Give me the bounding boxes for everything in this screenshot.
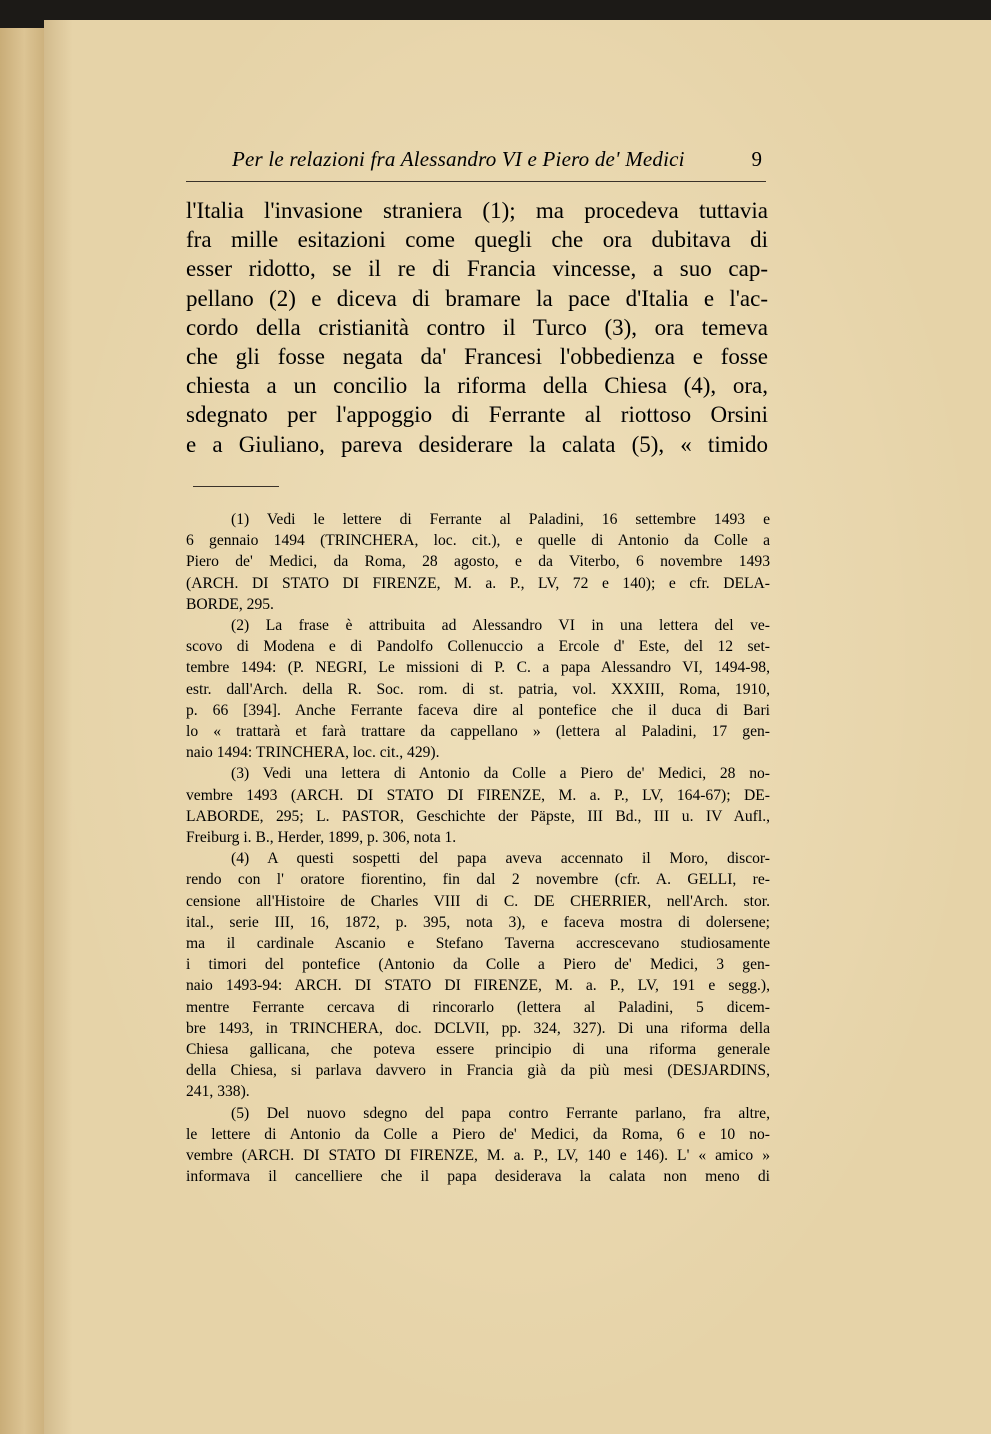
footnote-4 bbox=[186, 848, 770, 1102]
footnotes bbox=[186, 509, 770, 1188]
body-line: pellano (2) e diceva di bramare la pace d'Italia e l'ac- bbox=[186, 285, 768, 311]
footnote-line: Chiesa gallicana, che poteva essere principio di una riforma generale bbox=[186, 1041, 770, 1059]
body-line: cordo della cristianità contro il Turco (3), ora temeva bbox=[186, 314, 768, 340]
footnote-line: (2) La frase è attribuita ad Alessandro VI in una lettera del ve- bbox=[231, 617, 770, 635]
running-title: Per le relazioni fra Alessandro VI e Piero de' Medici bbox=[232, 147, 685, 171]
running-head bbox=[186, 147, 766, 182]
footnote-line: 241, 338). bbox=[186, 1083, 250, 1101]
body-line: che gli fosse negata da' Francesi l'obbedienza e fosse bbox=[186, 344, 768, 370]
footnote-line: naio 1494: TRINCHERA, loc. cit., 429). bbox=[186, 744, 440, 762]
footnote-5 bbox=[186, 1103, 770, 1188]
footnote-line: LABORDE, 295; L. PASTOR, Geschichte der Päpste, III Bd., III u. IV Aufl., bbox=[186, 807, 770, 825]
footnote-line: BORDE, 295. bbox=[186, 595, 274, 613]
footnote-separator bbox=[193, 486, 279, 487]
footnote-line: (ARCH. DI STATO DI FIRENZE, M. a. P., LV, 72 e 140); e cfr. DELA- bbox=[186, 574, 770, 592]
footnote-line: (1) Vedi le lettere di Ferrante al Paladini, 16 settembre 1493 e bbox=[231, 511, 770, 528]
body-line: chiesta a un concilio la riforma della Chiesa (4), ora, bbox=[186, 373, 768, 399]
page-number: 9 bbox=[751, 147, 762, 171]
body-line: esser ridotto, se il re di Francia vincesse, a suo cap- bbox=[186, 256, 768, 282]
footnote-line: ma il cardinale Ascanio e Stefano Taverna accrescevano studiosamente bbox=[186, 935, 770, 953]
footnote-line: vembre 1493 (ARCH. DI STATO DI FIRENZE, M. a. P., LV, 164-67); DE- bbox=[186, 786, 770, 804]
footnote-line: censione all'Histoire de Charles VIII di C. DE CHERRIER, nell'Arch. stor. bbox=[186, 892, 770, 910]
footnote-line: mentre Ferrante cercava di rincorarlo (lettera al Paladini, 5 dicem- bbox=[186, 998, 770, 1016]
footnote-3 bbox=[186, 763, 770, 848]
footnote-line: (4) A questi sospetti del papa aveva accennato il Moro, discor- bbox=[231, 850, 770, 868]
footnote-line: rendo con l' oratore fiorentino, fin dal 2 novembre (cfr. A. GELLI, re- bbox=[186, 871, 770, 889]
footnote-1 bbox=[186, 509, 770, 615]
footnote-line: (5) Del nuovo sdegno del papa contro Ferrante parlano, fra altre, bbox=[231, 1104, 770, 1122]
footnote-line: naio 1493-94: ARCH. DI STATO DI FIRENZE, M. a. P., LV, 191 e segg.), bbox=[186, 977, 770, 995]
footnote-line: bre 1493, in TRINCHERA, doc. DCLVII, pp. 324, 327). Di una riforma della bbox=[186, 1019, 770, 1037]
footnote-2 bbox=[186, 615, 770, 763]
footnote-line: le lettere di Antonio da Colle a Piero de' Medici, da Roma, 6 e 10 no- bbox=[186, 1125, 770, 1143]
body-line: sdegnato per l'appoggio di Ferrante al riottoso Orsini bbox=[186, 402, 768, 428]
body-text bbox=[186, 196, 768, 459]
footnote-line: informava il cancelliere che il papa desiderava la calata non meno di bbox=[186, 1168, 770, 1186]
adjacent-page-edge bbox=[0, 28, 44, 1434]
footnote-line: tembre 1494: (P. NEGRI, Le missioni di P. C. a papa Alessandro VI, 1494-98, bbox=[186, 659, 770, 677]
footnote-line: Freiburg i. B., Herder, 1899, p. 306, nota 1. bbox=[186, 829, 457, 847]
footnote-line: vembre (ARCH. DI STATO DI FIRENZE, M. a. P., LV, 140 e 146). L' « amico » bbox=[186, 1147, 770, 1165]
body-line: e a Giuliano, pareva desiderare la calata (5), « timido bbox=[186, 431, 768, 457]
footnote-line: della Chiesa, si parlava davvero in Francia già da più mesi (DESJARDINS, bbox=[186, 1062, 770, 1080]
footnote-line: p. 66 [394]. Anche Ferrante faceva dire al pontefice che il duca di Bari bbox=[186, 701, 770, 719]
body-line: fra mille esitazioni come quegli che ora dubitava di bbox=[186, 227, 768, 253]
footnote-line: lo « trattarà et farà trattare da cappellano » (lettera al Paladini, 17 gen- bbox=[186, 723, 770, 741]
footnote-line: 6 gennaio 1494 (TRINCHERA, loc. cit.), e quelle di Antonio da Colle a bbox=[186, 532, 770, 550]
footnote-line: estr. dall'Arch. della R. Soc. rom. di st. patria, vol. XXXIII, Roma, 1910, bbox=[186, 680, 770, 698]
footnote-line: scovo di Modena e di Pandolfo Collenuccio a Ercole d' Este, del 12 set- bbox=[186, 638, 770, 656]
footnote-line: i timori del pontefice (Antonio da Colle a Piero de' Medici, 3 gen- bbox=[186, 956, 770, 974]
footnote-line: ital., serie III, 16, 1872, p. 395, nota 3), e faceva mostra di dolersene; bbox=[186, 913, 770, 931]
body-line: l'Italia l'invasione straniera (1); ma procedeva tuttavia bbox=[186, 198, 768, 223]
footnote-line: Piero de' Medici, da Roma, 28 agosto, e da Viterbo, 6 novembre 1493 bbox=[186, 553, 770, 571]
footnote-line: (3) Vedi una lettera di Antonio da Colle a Piero de' Medici, 28 no- bbox=[231, 765, 770, 783]
